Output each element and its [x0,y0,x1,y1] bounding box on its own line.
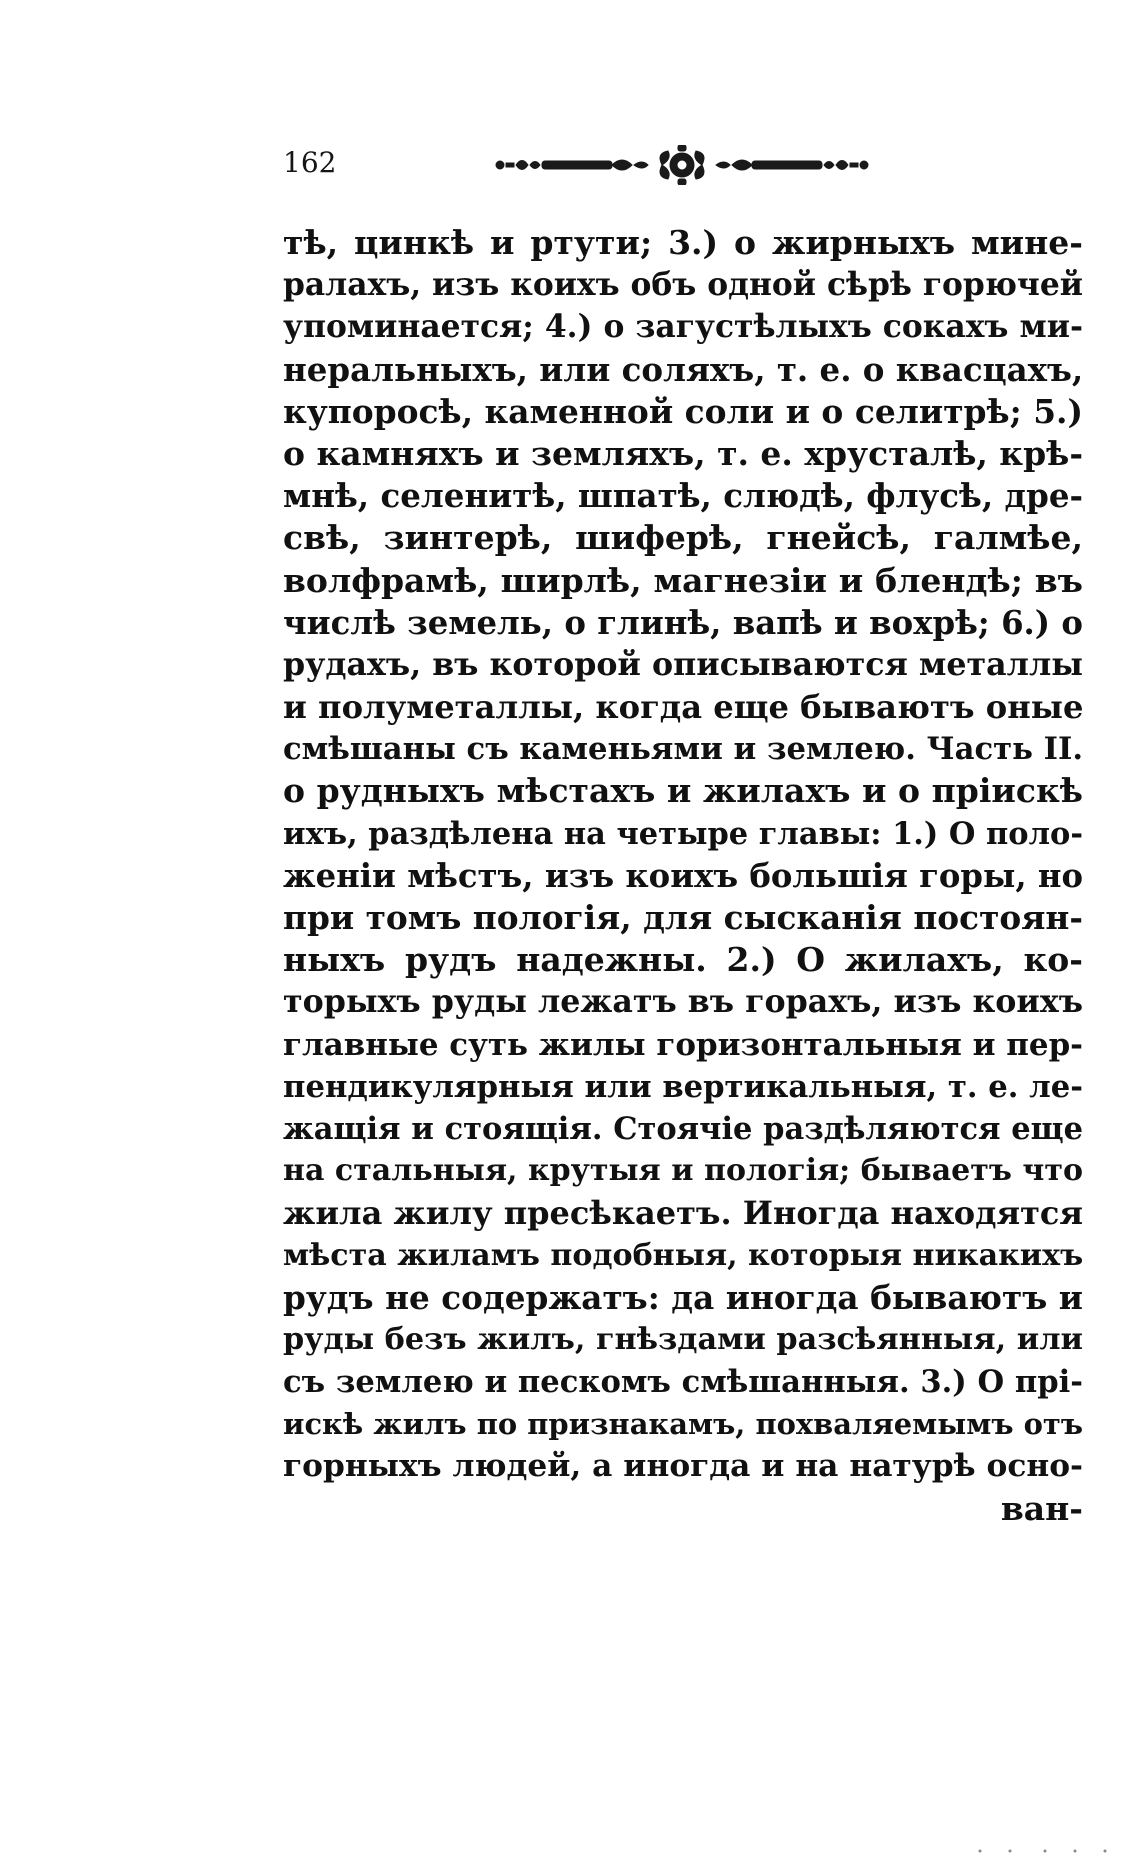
text-line: ван- [1000,1488,1083,1528]
text-line: ныхъ рудъ надежны. 2.) О жилахъ, ко- [283,940,1083,980]
text-line: искѣ жилъ по признакамъ, похваляемымъ отъ [283,1407,1083,1442]
text-line: женіи мѣстъ, изъ коихъ большія горы, но [283,856,1083,895]
text-line: торыхъ руды лежатъ въ горахъ, изъ коихъ [283,983,1083,1021]
ornament-headpiece-icon [492,145,872,185]
text-line: съ землею и пескомъ смѣшанныя. 3.) О прі- [283,1364,1083,1401]
text-line: рудахъ, въ которой описываются металлы [283,645,1083,683]
text-line: ихъ, раздѣлена на четыре главы: 1.) О поло- [283,815,1083,852]
text-line: горныхъ людей, а иногда и на натурѣ осно- [283,1448,1083,1485]
text-line: волфрамѣ, ширлѣ, магнезіи и блендѣ; въ [283,560,1083,600]
text-line: о рудныхъ мѣстахъ и жилахъ и о пріискѣ [283,771,1083,811]
text-line: жащія и стоящія. Стоячіе раздѣляются еще [283,1110,1083,1147]
text-line: тѣ, цинкѣ и ртути; 3.) о жирныхъ мине- [283,223,1083,262]
text-line: главные суть жилы горизонтальныя и пер- [283,1026,1083,1063]
text-line: мнѣ, селенитѣ, шпатѣ, слюдѣ, флусѣ, дре- [283,477,1083,516]
text-line: о камняхъ и земляхъ, т. е. хрусталѣ, крѣ- [283,433,1083,473]
page-number: 162 [283,146,337,179]
text-line: мѣста жиламъ подобныя, которыя никакихъ [283,1237,1083,1273]
text-line: руды безъ жилъ, гнѣздами разсѣянныя, или [283,1321,1083,1357]
text-line: пендикулярныя или вертикальныя, т. е. ле- [283,1068,1083,1105]
text-line: купоросѣ, каменной соли и о селитрѣ; 5.) [283,391,1083,431]
text-line: рудъ не содержатъ: да иногда бываютъ и [283,1277,1083,1317]
text-line: свѣ, зинтерѣ, шиферѣ, гнейсѣ, галмѣе, [283,518,1083,558]
body-text [283,222,1083,1530]
text-line: на стальныя, крутыя и пологія; бываетъ что [283,1153,1083,1189]
text-line: ралахъ, изъ коихъ объ одной сѣрѣ горючей [283,267,1083,304]
text-line: числѣ земель, о глинѣ, вапѣ и вохрѣ; 6.) о [283,603,1083,642]
text-line: смѣшаны съ каменьями и землею. Часть II. [283,731,1083,768]
text-line: и полуметаллы, когда еще бываютъ оные [283,688,1083,727]
text-line: жила жилу пресѣкаетъ. Иногда находятся [283,1194,1083,1233]
text-line: неральныхъ, или соляхъ, т. е. о квасцахъ, [283,350,1083,389]
scan-marks [970,1839,1120,1859]
text-line: при томъ пологія, для сысканія постоян- [283,898,1083,937]
text-line: упоминается; 4.) о загустѣлыхъ сокахъ ми- [283,309,1083,346]
